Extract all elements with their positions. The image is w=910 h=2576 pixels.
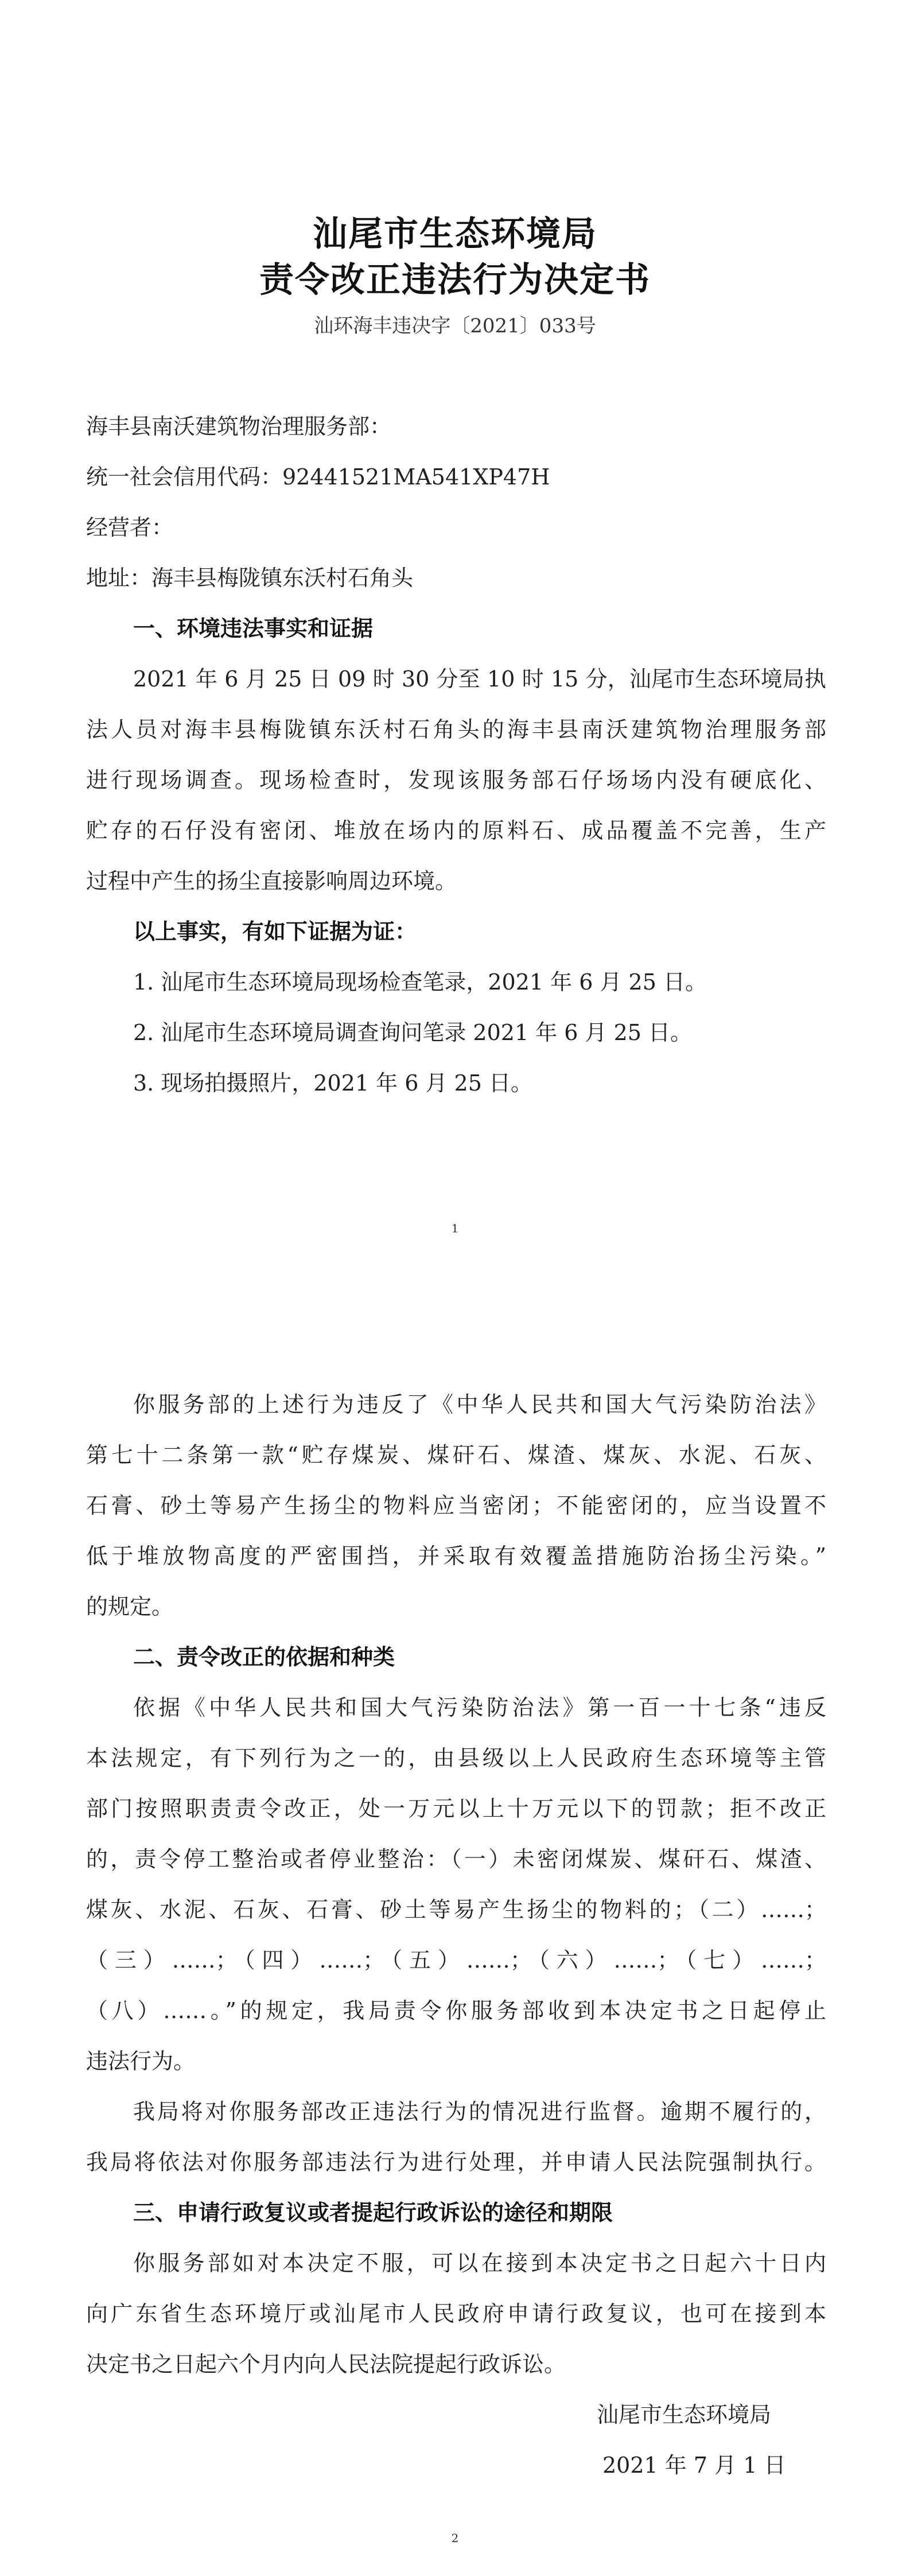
section3-line: 你服务部如对本决定不服，可以在接到本决定书之日起六十日内 xyxy=(133,2251,826,2276)
evidence-item: 1. 汕尾市生态环境局现场检查笔录，2021 年 6 月 25 日。 xyxy=(133,969,707,995)
page-number-1: 1 xyxy=(451,1221,459,1235)
page-number-2: 2 xyxy=(451,2531,459,2545)
violation-line: 第七十二条第一款“贮存煤炭、煤矸石、煤渣、煤灰、水泥、石灰、 xyxy=(86,1442,826,1468)
party-operator: 经营者： xyxy=(86,515,174,540)
section2-heading: 二、责令改正的依据和种类 xyxy=(133,1644,395,1670)
section2-line: 违法行为。 xyxy=(86,2049,196,2074)
section1-line: 过程中产生的扬尘直接影响周边环境。 xyxy=(86,868,457,894)
section2-line: 部门按照职责责令改正，处一万元以上十万元以下的罚款；拒不改正 xyxy=(86,1796,826,1821)
violation-line: 低于堆放物高度的严密围挡，并采取有效覆盖措施防治扬尘污染。” xyxy=(86,1543,826,1569)
violation-line: 你服务部的上述行为违反了《中华人民共和国大气污染防治法》 xyxy=(133,1392,826,1417)
signature-date: 2021 年 7 月 1 日 xyxy=(602,2453,786,2478)
signature-org: 汕尾市生态环境局 xyxy=(597,2402,772,2427)
party-name: 海丰县南沃建筑物治理服务部： xyxy=(86,414,392,439)
section1-line: 法人员对海丰县梅陇镇东沃村石角头的海丰县南沃建筑物治理服务部 xyxy=(86,717,826,742)
section2-line: （三）……；（四）……；（五）……；（六）……；（七）……； xyxy=(86,1947,826,1973)
title-line-2: 责令改正违法行为决定书 xyxy=(259,260,651,300)
section2-line: 煤灰、水泥、石灰、石膏、砂土等易产生扬尘的物料的；（二）……； xyxy=(86,1897,826,1922)
title-line-1: 汕尾市生态环境局 xyxy=(313,214,597,254)
section2-line: 依据《中华人民共和国大气污染防治法》第一百一十七条“违反 xyxy=(133,1695,826,1720)
section3-line: 向广东省生态环境厅或汕尾市人民政府申请行政复议，也可在接到本 xyxy=(86,2301,826,2326)
supervision-line: 我局将依法对你服务部违法行为进行处理，并申请人民法院强制执行。 xyxy=(86,2150,826,2175)
section2-line: 的，责令停工整治或者停业整治：（一）未密闭煤炭、煤矸石、煤渣、 xyxy=(86,1846,826,1872)
party-address: 地址：海丰县梅陇镇东沃村石角头 xyxy=(86,565,414,591)
supervision-line: 我局将对你服务部改正违法行为的情况进行监督。逾期不履行的， xyxy=(133,2099,826,2124)
section1-line: 进行现场调查。现场检查时，发现该服务部石仔场场内没有硬底化、 xyxy=(86,767,826,793)
evidence-item: 2. 汕尾市生态环境局调查询问笔录 2021 年 6 月 25 日。 xyxy=(133,1020,693,1045)
evidence-item: 3. 现场拍摄照片，2021 年 6 月 25 日。 xyxy=(133,1070,532,1096)
section1-heading: 一、环境违法事实和证据 xyxy=(133,616,374,641)
document-number: 汕环海丰违决字〔2021〕033号 xyxy=(314,315,596,337)
section2-line: （八）……。”的规定，我局责令你服务部收到本决定书之日起停止 xyxy=(86,1998,826,2023)
section3-line: 决定书之日起六个月内向人民法院提起行政诉讼。 xyxy=(86,2352,566,2377)
evidence-heading: 以上事实，有如下证据为证： xyxy=(133,919,417,944)
party-credit-code: 统一社会信用代码：92441521MA541XP47H xyxy=(86,464,550,490)
section1-line: 2021 年 6 月 25 日 09 时 30 分至 10 时 15 分，汕尾市生态环境局执 xyxy=(133,666,826,692)
section3-heading: 三、申请行政复议或者提起行政诉讼的途径和期限 xyxy=(133,2200,613,2225)
section1-line: 贮存的石仔没有密闭、堆放在场内的原料石、成品覆盖不完善，生产 xyxy=(86,818,826,843)
violation-line: 的规定。 xyxy=(86,1594,174,1619)
section2-line: 本法规定，有下列行为之一的，由县级以上人民政府生态环境等主管 xyxy=(86,1745,826,1771)
violation-line: 石膏、砂土等易产生扬尘的物料应当密闭；不能密闭的，应当设置不 xyxy=(86,1493,826,1518)
